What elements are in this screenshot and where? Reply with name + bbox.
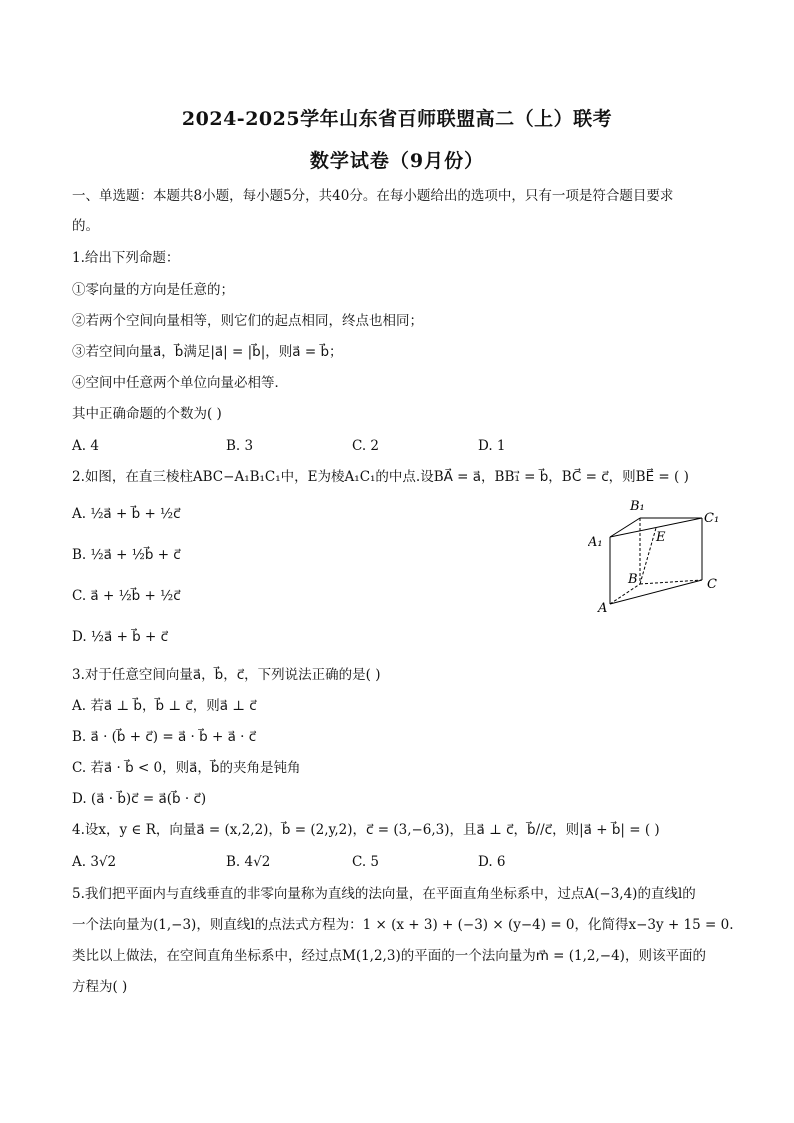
label-c: C [707, 577, 717, 592]
q5-line-2: 一个法向量为(1,−3)，则直线l的点法式方程为：1 × (x + 3) + (−3) × (y−4) = 0，化简得x−3y + 15 = 0. [72, 917, 734, 933]
label-b1: B₁ [630, 499, 645, 514]
q1-stem: 1.给出下列命题： [72, 250, 180, 266]
q2-option-a: A. ½a⃗ + b⃗ + ½c⃗ [72, 506, 181, 522]
q5-line-3: 类比以上做法，在空间直角坐标系中，经过点M(1,2,3)的平面的一个法向量为m⃗ = (1,2,−4)，则该平面的 [72, 948, 706, 964]
q3-option-c: C. 若a⃗ · b⃗ < 0，则a⃗，b⃗的夹角是钝角 [72, 760, 301, 776]
q4-option-c: C. 5 [352, 854, 380, 870]
q2-stem: 2.如图，在直三棱柱ABC−A₁B₁C₁中，E为棱A₁C₁的中点.设BA⃗ = a⃗，BB₁⃗ = b⃗，BC⃗ = c⃗，则BE⃗ = ( ) [72, 469, 689, 485]
segment-b-e [640, 528, 656, 584]
q1-item-3: ③若空间向量a⃗，b⃗满足|a⃗| = |b⃗|，则a⃗ = b⃗； [72, 344, 343, 360]
q5-line-1: 5.我们把平面内与直线垂直的非零向量称为直线的法向量，在平面直角坐标系中，过点A(−3,4)的直线l的 [72, 886, 696, 902]
q1-option-c: C. 2 [352, 438, 380, 454]
q4-option-d: D. 6 [478, 854, 506, 870]
q1-option-d: D. 1 [478, 438, 506, 454]
q3-option-a: A. 若a⃗ ⊥ b⃗，b⃗ ⊥ c⃗，则a⃗ ⊥ c⃗ [72, 698, 257, 714]
edge-a-c [610, 580, 702, 604]
label-b: B [628, 572, 638, 587]
q3-stem: 3.对于任意空间向量a⃗，b⃗，c⃗，下列说法正确的是( ) [72, 667, 381, 683]
label-c1: C₁ [704, 511, 720, 526]
section-heading: 一、单选题：本题共8小题，每小题5分，共40分。在每小题给出的选项中，只有一项是符合题目要求 [72, 188, 674, 204]
q4-stem: 4.设x，y ∈ R，向量a⃗ = (x,2,2)，b⃗ = (2,y,2)，c⃗ = (3,−6,3)，且a⃗ ⊥ c⃗，b⃗//c⃗，则|a⃗ + b⃗| = ( ) [72, 822, 660, 838]
q3-option-d: D. (a⃗ · b⃗)c⃗ = a⃗(b⃗ · c⃗) [72, 791, 207, 807]
q1-item-2: ②若两个空间向量相等，则它们的起点相同，终点也相同； [72, 313, 423, 329]
q1-item-4: ④空间中任意两个单位向量必相等． [72, 375, 288, 391]
q1-option-a: A. 4 [72, 438, 99, 454]
q3-option-b: B. a⃗ · (b⃗ + c⃗) = a⃗ · b⃗ + a⃗ · c⃗ [72, 729, 257, 745]
edge-a-b [610, 584, 640, 604]
prism-figure [588, 492, 728, 617]
q1-option-b: B. 3 [226, 438, 254, 454]
q1-item-1: ①零向量的方向是任意的； [72, 282, 234, 298]
q4-option-a: A. 3√2 [72, 854, 117, 870]
q2-option-b: B. ½a⃗ + ½b⃗ + c⃗ [72, 547, 181, 563]
q2-option-d: D. ½a⃗ + b⃗ + c⃗ [72, 629, 169, 645]
exam-subtitle: 数学试卷（9月份） [309, 150, 485, 172]
exam-title: 2024-2025学年山东省百师联盟高二（上）联考 [181, 108, 613, 130]
section-heading-cont: 的。 [72, 218, 99, 234]
label-a: A [598, 601, 608, 616]
label-e: E [656, 530, 666, 545]
q2-option-c: C. a⃗ + ½b⃗ + ½c⃗ [72, 588, 181, 604]
q4-option-b: B. 4√2 [226, 854, 271, 870]
q5-line-4: 方程为( ) [72, 979, 128, 995]
label-a1: A₁ [588, 535, 603, 550]
q1-ask: 其中正确命题的个数为( ) [72, 406, 222, 422]
